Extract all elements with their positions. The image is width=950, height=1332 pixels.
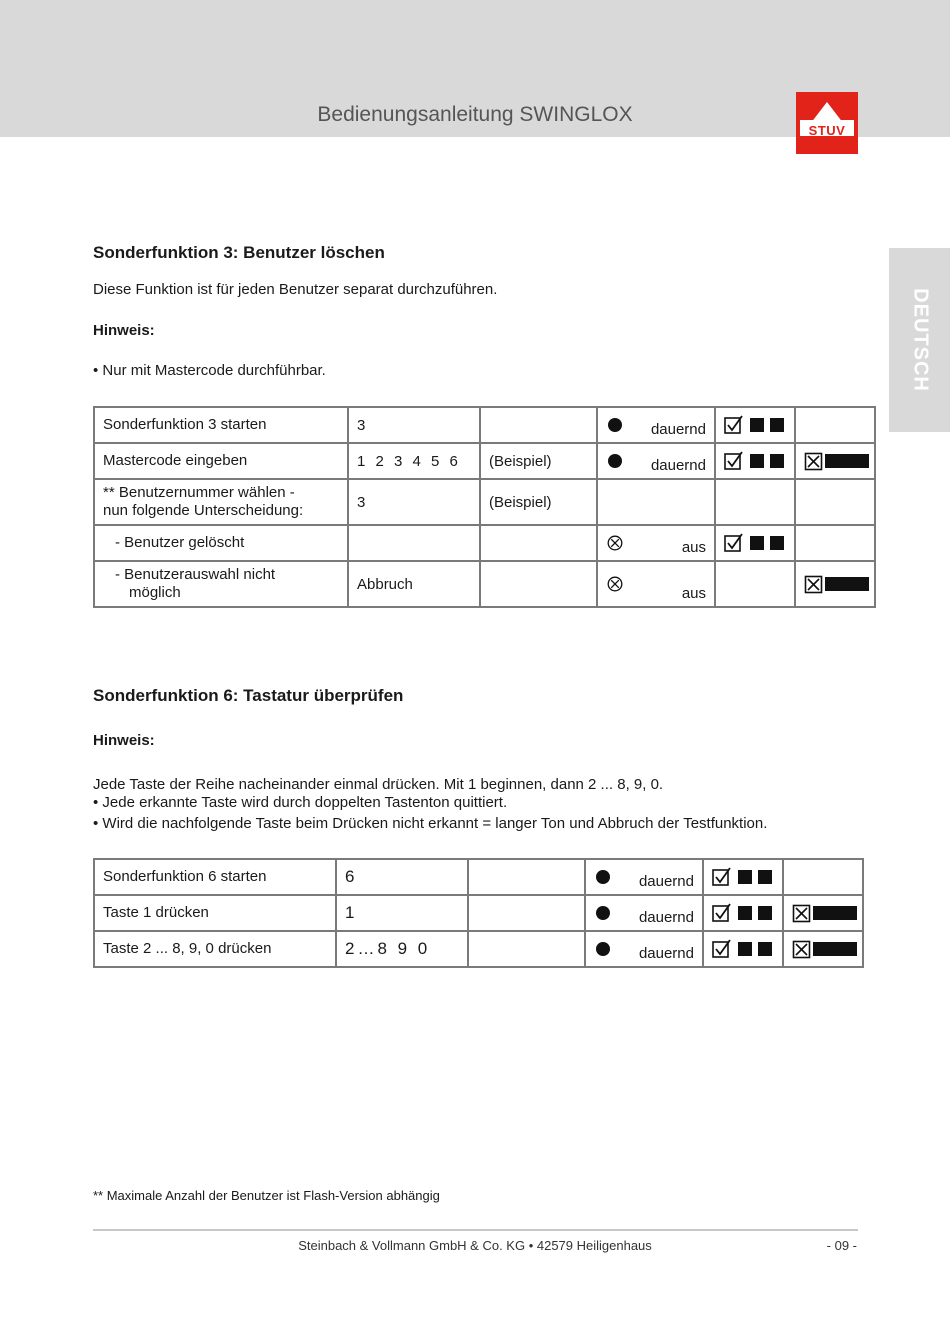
- short-beep-icon: [758, 906, 772, 920]
- short-beep-icon: [738, 870, 752, 884]
- table-row: [94, 859, 863, 895]
- led-label: dauernd: [638, 945, 694, 962]
- section3-heading: Sonderfunktion 3: Benutzer löschen: [93, 243, 385, 262]
- check-box-icon: [724, 451, 744, 471]
- led-label: dauernd: [650, 421, 706, 438]
- section6-note-1: Jede Taste der Reihe nacheinander einmal drücken. Mit 1 beginnen, dann 2 ... 8, 9, 0.: [93, 776, 664, 793]
- check-box-icon: [712, 867, 732, 887]
- short-beep-icon: [770, 418, 784, 432]
- led-cell: [597, 407, 715, 443]
- comment-cell: (Beispiel): [480, 443, 597, 479]
- short-beep-icon: [758, 942, 772, 956]
- footer-company: Steinbach & Vollmann GmbH & Co. KG • 42579 Heiligenhaus: [298, 1238, 652, 1253]
- led-cell: [585, 895, 703, 931]
- logo-text: STUV: [808, 123, 846, 138]
- section6-heading: Sonderfunktion 6: Tastatur überprüfen: [93, 686, 404, 705]
- input-cell: 3: [348, 407, 480, 443]
- error-signal-cell: [795, 525, 875, 561]
- long-beep-icon: [825, 454, 869, 468]
- led-on-icon: [608, 454, 622, 468]
- check-box-icon: [724, 415, 744, 435]
- success-signal-cell: [715, 561, 795, 607]
- step-text-line2: nun folgende Unterscheidung:: [103, 502, 304, 519]
- footnote: ** Maximale Anzahl der Benutzer ist Flash-Version abhängig: [93, 1188, 440, 1203]
- success-signal-cell: [715, 407, 795, 443]
- step-cell: Taste 2 ... 8, 9, 0 drücken: [94, 931, 336, 967]
- comment-cell: [480, 525, 597, 561]
- section3-table: [93, 406, 876, 608]
- error-signal-cell: [795, 443, 875, 479]
- error-signal-cell: [783, 859, 863, 895]
- led-on-icon: [596, 906, 610, 920]
- check-box-icon: [724, 533, 744, 553]
- language-tab-label: DEUTSCH: [909, 288, 932, 392]
- led-label: aus: [681, 539, 706, 556]
- section6-note-label: Hinweis:: [93, 732, 155, 749]
- led-cell: [597, 561, 715, 607]
- input-cell: 6: [336, 859, 468, 895]
- step-cell: Taste 1 drücken: [94, 895, 336, 931]
- table-row: [94, 479, 875, 525]
- short-beep-icon: [738, 906, 752, 920]
- short-beep-icon: [758, 870, 772, 884]
- comment-cell: [468, 931, 585, 967]
- section3-note-1: • Nur mit Mastercode durchführbar.: [93, 362, 326, 379]
- error-signal-cell: [783, 895, 863, 931]
- led-cell: [585, 859, 703, 895]
- comment-cell: [468, 859, 585, 895]
- short-beep-icon: [750, 418, 764, 432]
- led-on-icon: [596, 942, 610, 956]
- led-label: aus: [681, 585, 706, 602]
- section6-note-2: • Jede erkannte Taste wird durch doppelten Tastenton quittiert.: [93, 794, 508, 811]
- input-cell: 2…8 9 0: [336, 931, 468, 967]
- section3-intro: Diese Funktion ist für jeden Benutzer separat durchzuführen.: [93, 281, 498, 298]
- section3-note-label: Hinweis:: [93, 322, 155, 339]
- success-signal-cell: [715, 479, 795, 525]
- table-row: [94, 407, 875, 443]
- led-cell: [597, 479, 715, 525]
- table-row: [94, 895, 863, 931]
- input-cell: 1 2 3 4 5 6: [348, 443, 480, 479]
- success-signal-cell: [703, 931, 783, 967]
- language-tab: [889, 248, 950, 432]
- long-beep-icon: [813, 906, 857, 920]
- led-on-icon: [608, 418, 622, 432]
- step-cell: Mastercode eingeben: [94, 443, 348, 479]
- x-box-icon: [804, 451, 824, 471]
- led-label: dauernd: [638, 873, 694, 890]
- error-signal-cell: [795, 479, 875, 525]
- x-box-icon: [792, 939, 812, 959]
- stuv-logo: [796, 92, 858, 154]
- input-cell: 1: [336, 895, 468, 931]
- led-cell: [585, 931, 703, 967]
- comment-cell: [468, 895, 585, 931]
- led-label: dauernd: [650, 457, 706, 474]
- step-cell: - Benutzer gelöscht: [94, 525, 348, 561]
- step-cell: [94, 479, 348, 525]
- check-box-icon: [712, 939, 732, 959]
- table-row: [94, 931, 863, 967]
- led-cell: [597, 525, 715, 561]
- short-beep-icon: [750, 454, 764, 468]
- x-box-icon: [792, 903, 812, 923]
- table-row: [94, 525, 875, 561]
- short-beep-icon: [770, 454, 784, 468]
- input-cell: 3: [348, 479, 480, 525]
- section6-table: [93, 858, 864, 968]
- led-on-icon: [596, 870, 610, 884]
- success-signal-cell: [715, 443, 795, 479]
- table-row: [94, 443, 875, 479]
- check-box-icon: [712, 903, 732, 923]
- step-text: - Benutzerauswahl nicht: [115, 566, 276, 583]
- footer-divider: [93, 1229, 858, 1231]
- error-signal-cell: [783, 931, 863, 967]
- success-signal-cell: [715, 525, 795, 561]
- success-signal-cell: [703, 895, 783, 931]
- comment-cell: [480, 407, 597, 443]
- short-beep-icon: [738, 942, 752, 956]
- comment-cell: [480, 561, 597, 607]
- success-signal-cell: [703, 859, 783, 895]
- table-row: [94, 561, 875, 607]
- step-cell: Sonderfunktion 3 starten: [94, 407, 348, 443]
- input-cell: Abbruch: [348, 561, 480, 607]
- short-beep-icon: [750, 536, 764, 550]
- led-off-icon: [607, 535, 623, 551]
- page-number: - 09 -: [826, 1238, 857, 1253]
- x-box-icon: [804, 574, 824, 594]
- step-text: ** Benutzernummer wählen -: [103, 484, 295, 501]
- long-beep-icon: [825, 577, 869, 591]
- section6-note-3: • Wird die nachfolgende Taste beim Drücken nicht erkannt = langer Ton und Abbruch der Testfunktion.: [93, 815, 768, 832]
- error-signal-cell: [795, 407, 875, 443]
- step-cell: [94, 561, 348, 607]
- input-cell: [348, 525, 480, 561]
- step-text-line2: möglich: [129, 584, 181, 601]
- long-beep-icon: [813, 942, 857, 956]
- page-title: Bedienungsanleitung SWINGLOX: [317, 103, 633, 126]
- led-label: dauernd: [638, 909, 694, 926]
- comment-cell: (Beispiel): [480, 479, 597, 525]
- led-cell: [597, 443, 715, 479]
- error-signal-cell: [795, 561, 875, 607]
- led-off-icon: [607, 576, 623, 592]
- step-cell: Sonderfunktion 6 starten: [94, 859, 336, 895]
- short-beep-icon: [770, 536, 784, 550]
